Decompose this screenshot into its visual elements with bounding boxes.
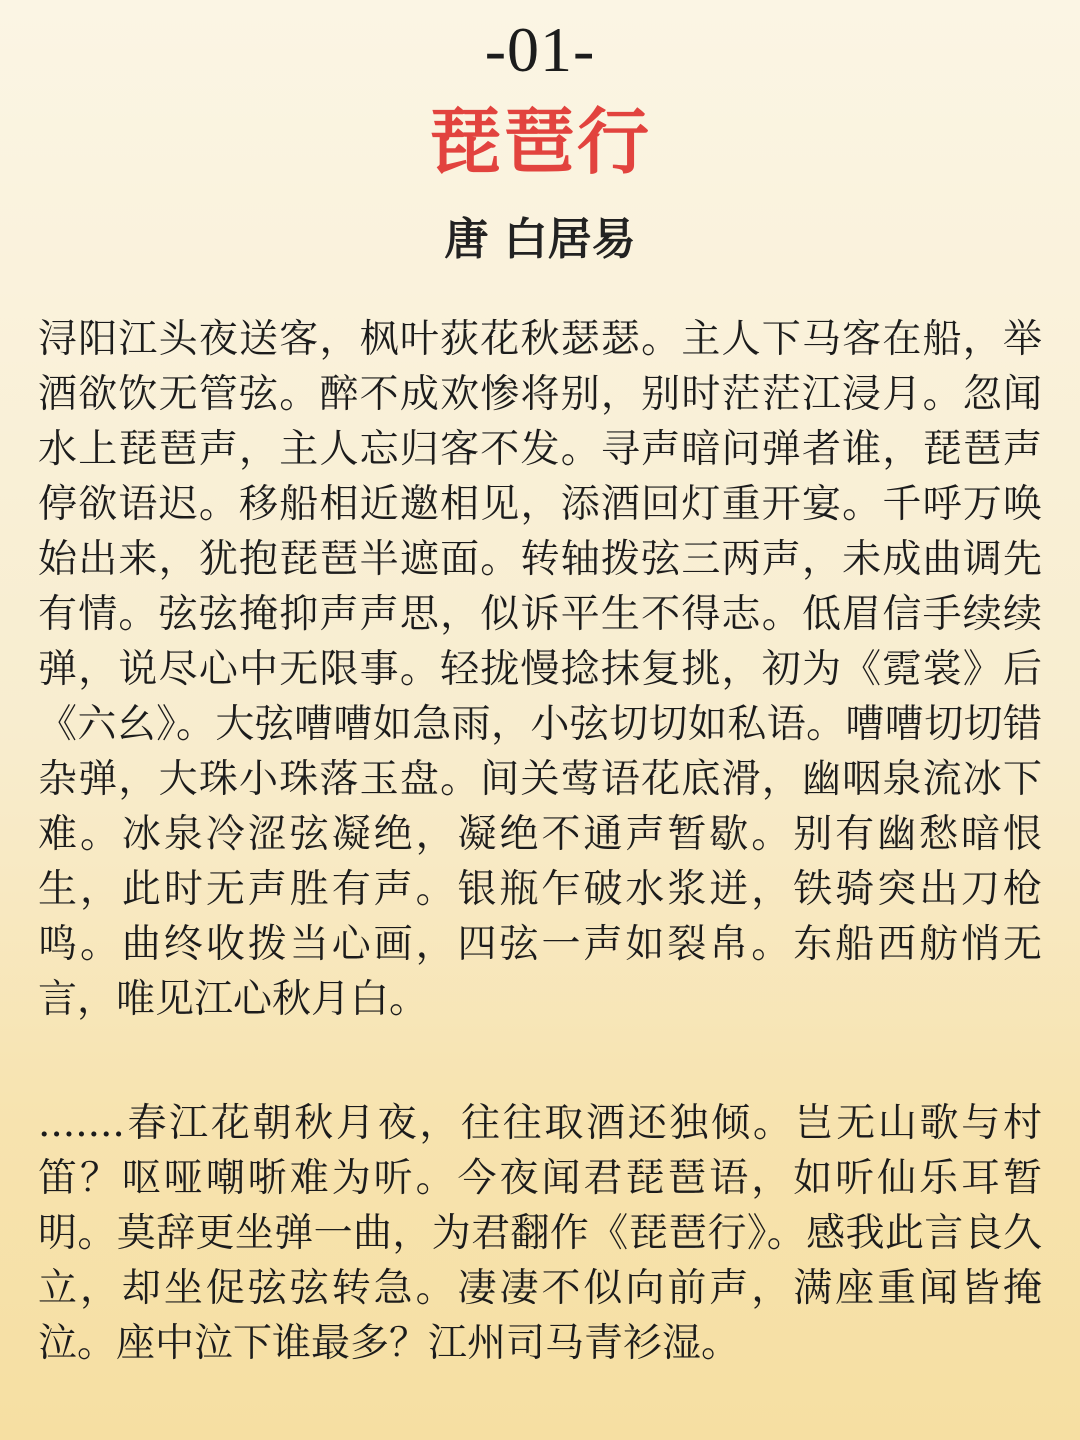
poem-title: 琵琶行 [428, 99, 651, 184]
poem-number: -01- [484, 14, 596, 85]
poem-paragraph-1: 浔阳江头夜送客，枫叶荻花秋瑟瑟。主人下马客在船，举酒欲饮无管弦。醉不成欢惨将别，别时茫茫江浸月。忽闻水上琵琶声，主人忘归客不发。寻声暗问弹者谁，琵琶声停欲语迟。移船相近邀相见，添酒回灯重开宴。千呼万唤始出来，犹抱琵琶半遮面。转轴拨弦三两声，未成曲调先有情。弦弦掩抑声声思，似诉平生不得志。低眉信手续续弹，说尽心中无限事。轻拢慢捻抹复挑，初为《霓裳》后《六幺》。大弦嘈嘈如急雨，小弦切切如私语。嘈嘈切切错杂弹，大珠小珠落玉盘。间关莺语花底滑，幽咽泉流冰下难。冰泉冷涩弦凝绝，凝绝不通声暂歇。别有幽愁暗恨生，此时无声胜有声。银瓶乍破水浆迸，铁骑突出刀枪鸣。曲终收拨当心画，四弦一声如裂帛。东船西舫悄无言，唯见江心秋月白。 [38, 317, 1042, 1022]
poem-author: 唐 白居易 [444, 214, 636, 265]
poem-paragraph-2: .......春江花朝秋月夜，往往取酒还独倾。岂无山歌与村笛？呕哑嘲哳难为听。今夜闻君琵琶语，如听仙乐耳暂明。莫辞更坐弹一曲，为君翻作《琵琶行》。感我此言良久立，却坐促弦弦转急。凄凄不似向前声，满座重闻皆掩泣。座中泣下谁最多？江州司马青衫湿。 [38, 1101, 1042, 1366]
